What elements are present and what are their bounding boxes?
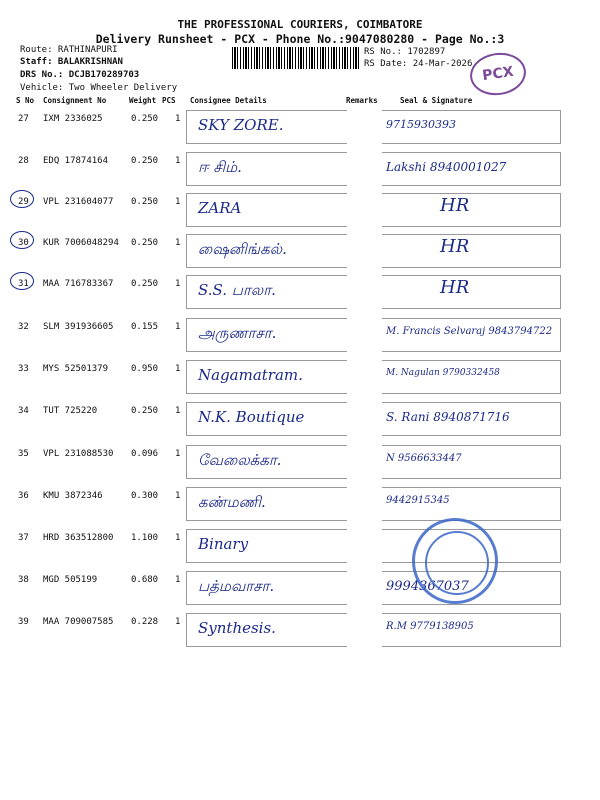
col-consignee: Consignee Details (190, 96, 267, 105)
consignee-handwriting: பத்மவாசா. (198, 577, 275, 595)
col-remarks: Remarks (346, 96, 378, 105)
serial-number: 29 (18, 197, 29, 207)
consignment-number: HRD 363512800 (43, 533, 114, 543)
consignee-handwriting: கண்மணி. (198, 493, 266, 511)
table-row (0, 318, 600, 356)
table-row (0, 613, 600, 651)
consignment-number: MAA 709007585 (43, 617, 114, 627)
pcs-value: 1 (175, 279, 181, 289)
weight-value: 0.155 (131, 322, 159, 332)
consignment-number: MYS 52501379 (43, 364, 109, 374)
consignee-handwriting: SKY ZORE. (198, 116, 284, 134)
weight-value: 0.250 (131, 114, 159, 124)
signature-box (382, 234, 561, 268)
table-row (0, 445, 600, 483)
serial-number: 32 (18, 322, 29, 332)
pcs-value: 1 (175, 575, 181, 585)
runsheet-subtitle: Delivery Runsheet - PCX - Phone No.:9047080280 - Page No.:3 (95, 32, 505, 46)
rs-number: RS No.: 1702897 (364, 47, 446, 57)
consignee-handwriting: வேலைக்கா. (198, 451, 282, 469)
weight-value: 0.250 (131, 279, 159, 289)
consignment-number: VPL 231604077 (43, 197, 114, 207)
table-row (0, 402, 600, 440)
serial-number: 36 (18, 491, 29, 501)
signature-box (382, 275, 561, 309)
signature-handwriting: M. Nagulan 9790332458 (386, 368, 500, 378)
weight-value: 0.096 (131, 449, 159, 459)
signature-box (382, 193, 561, 227)
serial-number: 31 (18, 279, 29, 289)
signature-handwriting: N 9566633447 (386, 453, 462, 464)
table-row (0, 193, 600, 231)
pcs-value: 1 (175, 364, 181, 374)
serial-number: 30 (18, 238, 29, 248)
table-row (0, 487, 600, 525)
consignment-number: MAA 716783367 (43, 279, 114, 289)
weight-value: 0.228 (131, 617, 159, 627)
table-row (0, 234, 600, 272)
staff-label: Staff: BALAKRISHNAN (20, 57, 123, 67)
consignment-number: KMU 3872346 (43, 491, 103, 501)
company-title: THE PROFESSIONAL COURIERS, COIMBATORE (177, 18, 423, 31)
signature-handwriting: S. Rani 8940871716 (386, 410, 510, 424)
consignee-handwriting: Binary (198, 535, 249, 553)
pcs-value: 1 (175, 114, 181, 124)
signature-handwriting: 9994367037 (386, 579, 469, 594)
serial-number: 35 (18, 449, 29, 459)
consignment-number: EDQ 17874164 (43, 156, 109, 166)
consignment-number: IXM 2336025 (43, 114, 103, 124)
table-row (0, 529, 600, 567)
consignee-handwriting: Synthesis. (198, 619, 276, 637)
consignee-handwriting: Nagamatram. (198, 366, 303, 384)
col-signature: Seal & Signature (400, 96, 473, 105)
table-row (0, 360, 600, 398)
consignee-handwriting: S.S. பாலா. (198, 281, 276, 299)
signature-handwriting: Lakshi 8940001027 (386, 160, 507, 174)
pcs-value: 1 (175, 449, 181, 459)
weight-value: 0.250 (131, 197, 159, 207)
serial-number: 39 (18, 617, 29, 627)
consignee-handwriting: ZARA (198, 199, 242, 217)
pcs-value: 1 (175, 491, 181, 501)
table-row (0, 110, 600, 148)
col-pcs: PCS (162, 96, 176, 105)
signature-handwriting: HR (440, 236, 470, 257)
col-consignment: Consignment No (43, 96, 107, 105)
weight-value: 0.680 (131, 575, 159, 585)
pcs-value: 1 (175, 238, 181, 248)
table-row (0, 275, 600, 313)
pcs-value: 1 (175, 322, 181, 332)
consignment-number: KUR 7006048294 (43, 238, 119, 248)
signature-handwriting: R.M 9779138905 (386, 621, 474, 632)
weight-value: 1.100 (131, 533, 159, 543)
consignment-number: TUT 725220 (43, 406, 98, 416)
seal-stamp (412, 518, 498, 604)
pcx-stamp: PCX (467, 49, 528, 98)
weight-value: 0.950 (131, 364, 159, 374)
col-weight: Weight (129, 96, 157, 105)
signature-handwriting: M. Francis Selvaraj 9843794722 (386, 326, 553, 337)
serial-number: 38 (18, 575, 29, 585)
table-row (0, 571, 600, 609)
consignee-handwriting: ஈ சிம். (198, 158, 242, 176)
consignee-handwriting: ஷைனிங்கல். (198, 240, 287, 258)
weight-value: 0.250 (131, 406, 159, 416)
weight-value: 0.250 (131, 238, 159, 248)
serial-number: 37 (18, 533, 29, 543)
consignment-number: SLM 391936605 (43, 322, 114, 332)
pcs-value: 1 (175, 533, 181, 543)
barcode-image (232, 47, 360, 69)
pcs-value: 1 (175, 197, 181, 207)
vehicle-label: Vehicle: Two Wheeler Delivery (20, 83, 178, 93)
consignment-number: MGD 505199 (43, 575, 98, 585)
weight-value: 0.300 (131, 491, 159, 501)
signature-handwriting: HR (440, 277, 470, 298)
rs-date: RS Date: 24-Mar-2026 (364, 59, 473, 69)
consignee-handwriting: அருணாசா. (198, 324, 277, 342)
consignee-handwriting: N.K. Boutique (198, 408, 305, 426)
serial-number: 27 (18, 114, 29, 124)
consignment-number: VPL 231088530 (43, 449, 114, 459)
serial-number: 28 (18, 156, 29, 166)
pcs-value: 1 (175, 156, 181, 166)
pcs-value: 1 (175, 617, 181, 627)
signature-handwriting: 9442915345 (386, 495, 450, 506)
pcs-value: 1 (175, 406, 181, 416)
signature-handwriting: HR (440, 195, 470, 216)
serial-number: 34 (18, 406, 29, 416)
col-sno: S No (16, 96, 35, 105)
weight-value: 0.250 (131, 156, 159, 166)
route-label: Route: RATHINAPURI (20, 45, 118, 55)
table-row (0, 152, 600, 190)
drs-label: DRS No.: DCJB170289703 (20, 70, 140, 80)
signature-handwriting: 9715930393 (386, 118, 456, 131)
serial-number: 33 (18, 364, 29, 374)
